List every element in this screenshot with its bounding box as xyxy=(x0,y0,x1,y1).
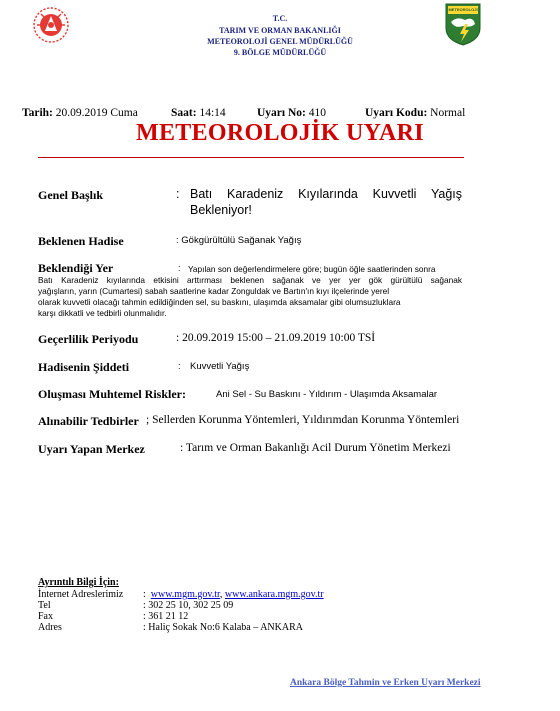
time-label: Saat: xyxy=(171,107,197,119)
severity-label: Hadisenin Şiddeti xyxy=(38,360,130,374)
web-colon: : xyxy=(143,589,146,600)
meteorology-logo-icon xyxy=(443,2,483,46)
header-region: 9. BÖLGE MÜDÜRLÜĞÜ xyxy=(233,48,327,57)
warning-number-value: 410 xyxy=(308,107,326,119)
contact-heading: Ayrıntılı Bilgi İçin: xyxy=(38,577,119,588)
date-value: 20.09.2019 Cuma xyxy=(55,107,138,119)
expected-event-label: Beklenen Hadise xyxy=(38,234,124,248)
issuing-center-label: Uyarı Yapan Merkez xyxy=(38,442,145,456)
date-label: Tarih: xyxy=(22,107,53,119)
ministry-emblem-icon xyxy=(31,5,71,45)
risks-label: Oluşması Muhtemel Riskler: xyxy=(38,387,186,401)
warning-number-field xyxy=(257,107,326,119)
tel-value: : 302 25 10, 302 25 09 xyxy=(143,600,234,611)
tel-label: Tel xyxy=(38,600,51,611)
warning-code-field xyxy=(365,107,465,119)
time-value: 14:14 xyxy=(199,107,226,119)
address-value: : Haliç Sokak No:6 Kalaba – ANKARA xyxy=(143,622,303,633)
validity-period-value: : 20.09.2019 15:00 – 21.09.2019 10:00 TSİ xyxy=(176,332,376,344)
ankara-warning-center-link[interactable]: Ankara Bölge Tahmin ve Erken Uyarı Merkezi xyxy=(290,678,481,688)
severity-value: Kuvvetli Yağış xyxy=(190,361,250,372)
time-field xyxy=(171,107,226,119)
expected-area-line1: Yapılan son değerlendirmelere göre; bugün öğle saatlerinden sonra xyxy=(188,264,436,274)
risks-value: Ani Sel - Su Baskını - Yıldırım - Ulaşımda Aksamalar xyxy=(216,389,438,400)
warning-code-label: Uyarı Kodu: xyxy=(365,107,428,119)
web-links xyxy=(143,589,324,600)
web-label: İnternet Adreslerimiz xyxy=(38,589,124,600)
address-label: Adres xyxy=(38,622,62,633)
expected-event-value: : Gökgürültülü Sağanak Yağış xyxy=(176,235,302,246)
ankara-mgm-website-link[interactable]: www.ankara.mgm.gov.tr xyxy=(224,589,324,600)
expected-area-colon: : xyxy=(178,263,181,273)
measures-value: ; Sellerden Korunma Yöntemleri, Yıldırımdan Korunma Yöntemleri xyxy=(146,414,460,426)
date-field xyxy=(22,107,138,119)
expected-area-line5: karşı dikkatli ve tedbirli olunmalıdır. xyxy=(38,308,167,318)
title-divider xyxy=(38,157,464,158)
expected-area-line4: olarak kuvvetli olacağı tahmin edildiğinden sel, su baskını, ulaşımda aksamalar gibi olumsuzluklara xyxy=(38,297,401,307)
general-title-value-line1: Batı Karadeniz Kıyılarında Kuvvetli Yağış xyxy=(190,187,462,201)
mgm-website-link[interactable]: www.mgm.gov.tr xyxy=(150,589,220,600)
header-republic: T.C. xyxy=(272,14,288,23)
general-title-label: Genel Başlık xyxy=(38,188,104,202)
expected-area-line2: Batı Karadeniz kıyılarında etkisini arttırması beklenen sağanak ve yer yer gök gürültülü sağanak xyxy=(38,275,462,285)
expected-area-label: Beklendiği Yer xyxy=(38,261,114,275)
warning-code-value: Normal xyxy=(430,107,466,119)
validity-period-label: Geçerlilik Periyodu xyxy=(38,332,139,346)
fax-label: Fax xyxy=(38,611,53,622)
severity-colon: : xyxy=(178,361,181,372)
issuing-center-value: : Tarım ve Orman Bakanlığı Acil Durum Yönetim Merkezi xyxy=(180,442,451,454)
fax-value: : 361 21 12 xyxy=(143,611,189,622)
expected-area-line3: yağışların, yarın (Cumartesi) sabah saatlerine kadar Zonguldak ve Bartın'ın kıyı ilçelerinde yerel xyxy=(38,286,390,296)
general-title-colon: : xyxy=(176,187,180,201)
logo-text: METEOROLOJİ xyxy=(448,7,478,12)
measures-label: Alınabilir Tedbirler xyxy=(38,414,139,428)
header-ministry: TARIM VE ORMAN BAKANLIĞI xyxy=(219,26,341,35)
web-separator: , xyxy=(219,589,223,600)
warning-number-label: Uyarı No: xyxy=(257,107,306,119)
general-title-value-line2: Bekleniyor! xyxy=(190,203,252,217)
document-title: METEOROLOJİK UYARI xyxy=(136,120,424,146)
header-directorate: METEOROLOJİ GENEL MÜDÜRLÜĞÜ xyxy=(207,37,353,46)
